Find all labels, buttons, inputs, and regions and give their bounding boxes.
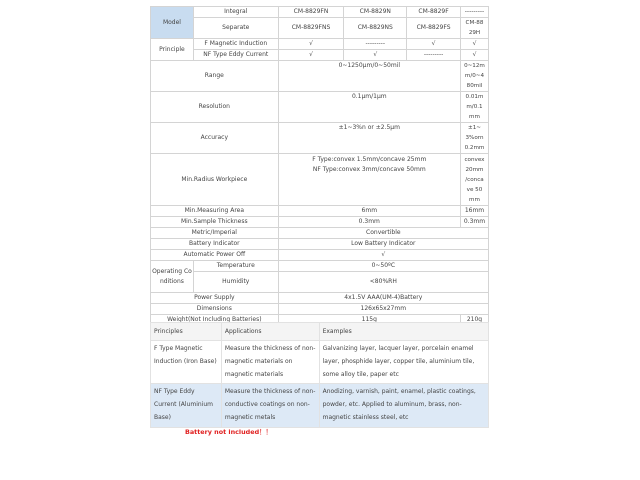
examples-cell: Anodizing, varnish, paint, enamel, plastic coatings, powder, etc. Applied to aluminum, brass, non-magnetic stainless steel, etc [319,384,488,427]
weight-label: Weight(Not Including Batteries) [151,315,279,326]
spec-table [150,6,489,326]
integral-label: Integral [193,7,278,18]
battery-indicator-value: Low Battery Indicator [278,239,488,250]
radius-label: Min.Radius Workpiece [151,154,279,206]
range-label: Range [151,61,279,92]
dimensions-value: 126x65x27mm [278,304,488,315]
area-h: 16mm [460,206,488,217]
radius-h: convex 20mm /conca ve 50 mm [460,154,488,206]
resolution-label: Resolution [151,92,279,123]
area-value: 6mm [278,206,460,217]
resolution-value: 0.1μm/1μm [278,92,460,123]
dimensions-label: Dimensions [151,304,279,315]
principle-cell: NF Type Eddy Current (Aluminium Base) [151,384,222,427]
integral-model-3: CM-8829F [407,7,461,18]
thickness-value: 0.3mm [278,217,460,228]
examples-header: Examples [319,323,488,341]
auto-off-label: Automatic Power Off [151,250,279,261]
f-induction-value-4: √ [460,39,488,50]
nf-eddy-value-1: √ [278,50,344,61]
metric-label: Metric/Imperial [151,228,279,239]
temperature-value: 0~50ºC [278,261,488,272]
battery-indicator-label: Battery Indicator [151,239,279,250]
table-row [151,384,489,427]
thickness-label: Min.Sample Thickness [151,217,279,228]
separate-model-2: CM-8829NS [344,18,407,39]
application-cell: Measure the thickness of non-magnetic materials on magnetic materials [221,341,319,384]
nf-eddy-value-3: --------- [407,50,461,61]
separate-model-1: CM-8829FNS [278,18,344,39]
humidity-value: <80%RH [278,272,488,293]
applications-header: Applications [221,323,319,341]
operating-label: Operating Conditions [151,261,194,293]
application-cell: Measure the thickness of non-conductive coatings on non-magnetic metals [221,384,319,427]
nf-eddy-label: NF Type Eddy Current [193,50,278,61]
accuracy-label: Accuracy [151,123,279,154]
range-value: 0~1250μm/0~50mil [278,61,460,92]
f-induction-label: F Magnetic Induction [193,39,278,50]
auto-off-value: √ [278,250,488,261]
humidity-label: Humidity [193,272,278,293]
thickness-h: 0.3mm [460,217,488,228]
resolution-h: 0.01m m/0.1 mm [460,92,488,123]
f-induction-value-1: √ [278,39,344,50]
principle-cell: F Type Magnetic Induction (Iron Base) [151,341,222,384]
separate-label: Separate [193,18,278,39]
integral-model-1: CM-8829FN [278,7,344,18]
principles-table [150,322,489,428]
radius-line-2: NF Type:convex 3mm/concave 50mm [312,166,426,173]
temperature-label: Temperature [193,261,278,272]
accuracy-value: ±1~3%n or ±2.5μm [278,123,460,154]
power-label: Power Supply [151,293,279,304]
examples-cell: Galvanizing layer, lacquer layer, porcelain enamel layer, phosphide layer, copper tile, aluminium tile, some alloy tile, paper etc [319,341,488,384]
battery-note: Battery not included！！ [185,428,272,436]
area-label: Min.Measuring Area [151,206,279,217]
range-h: 0~12m m/0~4 80mil [460,61,488,92]
f-induction-value-3: √ [407,39,461,50]
weight-h: 210g [460,315,488,326]
radius-line-1: F Type:convex 1.5mm/concave 25mm [312,156,427,163]
separate-model-4: CM-88 29H [460,18,488,39]
accuracy-h: ±1~ 3%orn 0.2mm [460,123,488,154]
integral-model-4: --------- [460,7,488,18]
principles-header: Principles [151,323,222,341]
power-value: 4x1.5V AAA(UM-4)Battery [278,293,488,304]
integral-model-2: CM-8829N [344,7,407,18]
nf-eddy-value-2: √ [344,50,407,61]
metric-value: Convertible [278,228,488,239]
weight-value: 115g [278,315,460,326]
model-label: Model [151,7,194,39]
f-induction-value-2: --------- [344,39,407,50]
principle-label: Principle [151,39,194,61]
separate-model-3: CM-8829FS [407,18,461,39]
table-row [151,341,489,384]
nf-eddy-value-4: √ [460,50,488,61]
